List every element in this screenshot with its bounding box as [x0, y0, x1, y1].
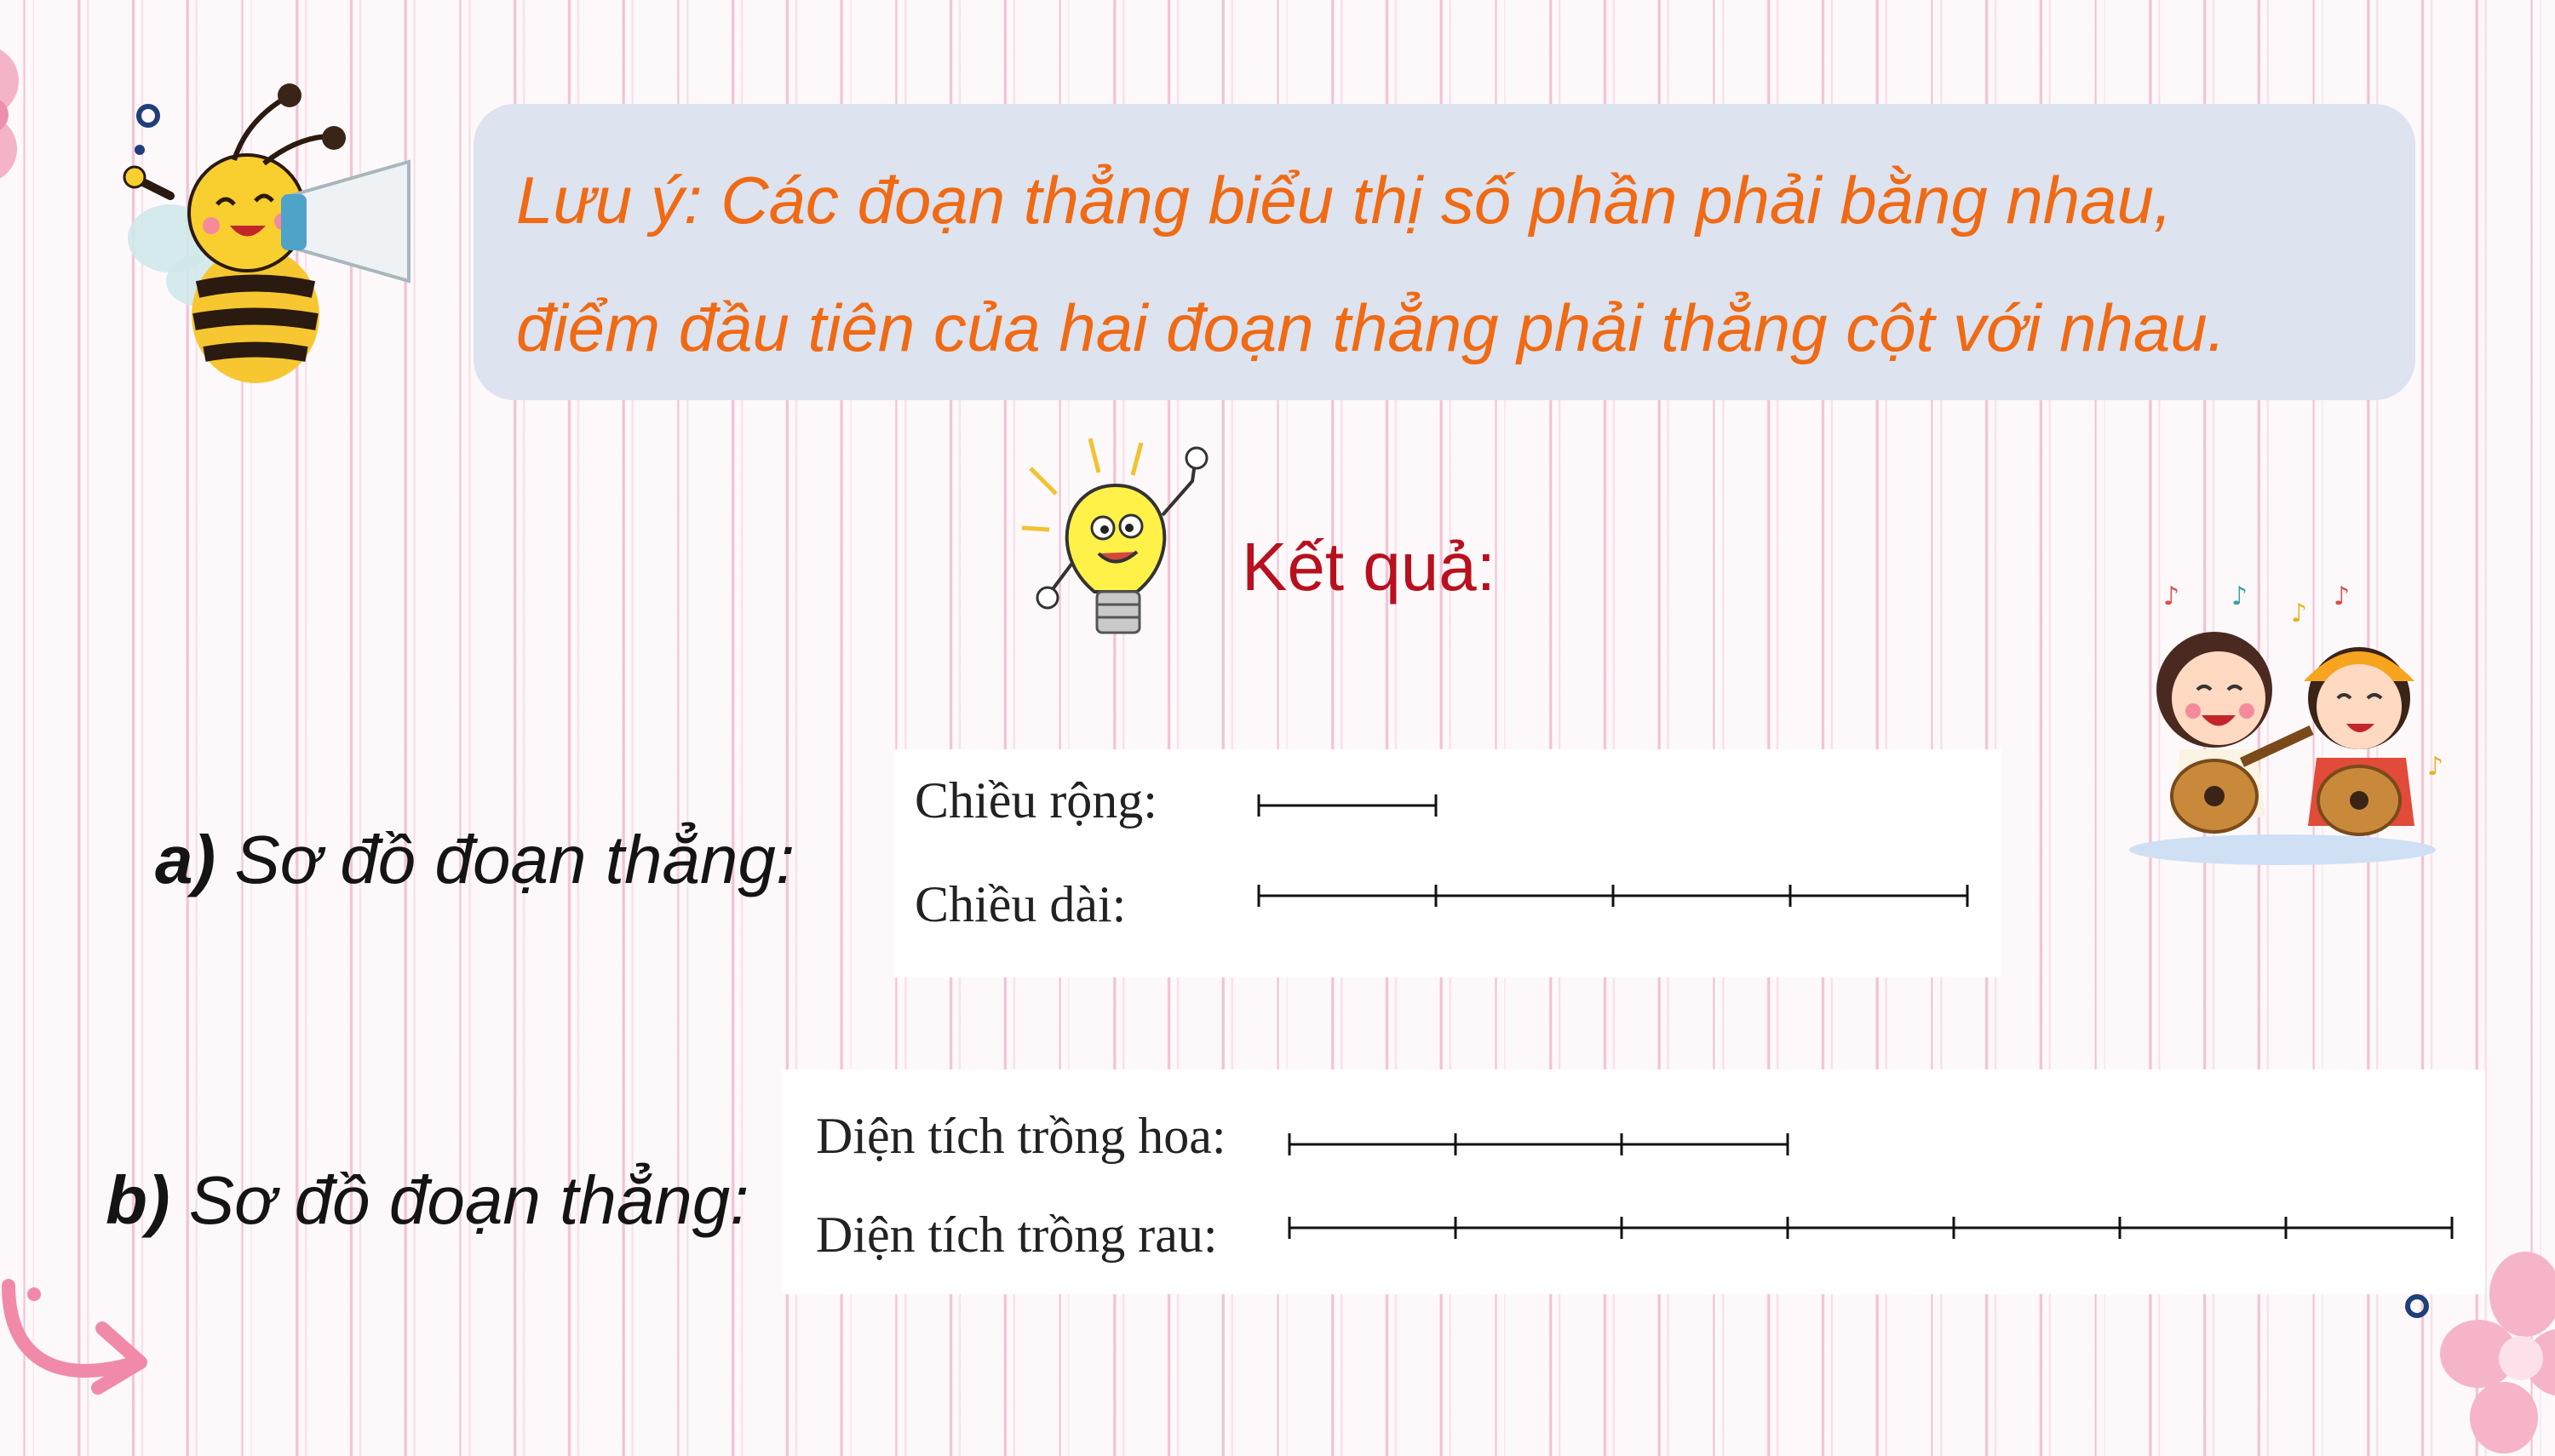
- kids-guitar-illustration: [2112, 579, 2453, 868]
- section-b-text: Sơ đồ đoạn thẳng:: [169, 1162, 749, 1238]
- svg-text:♪: ♪: [2231, 582, 2248, 611]
- svg-text:♪: ♪: [2427, 752, 2444, 782]
- diagram-b-row-1-label: Diện tích trồng hoa:: [816, 1108, 1226, 1164]
- result-label: Kết quả:: [1242, 529, 1496, 605]
- ring-decoration-right: [2403, 1293, 2437, 1327]
- diagram-b-row-1-segment: [1289, 1133, 1788, 1155]
- diagram-a-row-2-label: Chiều dài:: [915, 876, 1127, 932]
- section-b-prefix: b): [106, 1162, 170, 1238]
- section-a-title: [155, 821, 795, 899]
- lightbulb-icon: [1013, 434, 1235, 656]
- note-line-2: điểm đầu tiên của hai đoạn thẳng phải thẳng cột với nhau.: [516, 290, 2226, 365]
- diagram-a-row-1-segment: [1259, 794, 1436, 817]
- diagram-a-panel: [894, 749, 2001, 977]
- diagram-a-row-2-segment: [1259, 885, 1967, 907]
- svg-text:♪: ♪: [2334, 582, 2351, 611]
- arrow-decoration-bottom-left: [0, 1260, 170, 1413]
- diagram-a-row-1-label: Chiều rộng:: [915, 772, 1157, 828]
- section-b-title: [106, 1161, 749, 1240]
- diagram-b-segments: [782, 1069, 2485, 1294]
- diagram-b-panel: [782, 1069, 2485, 1294]
- note-line-1: Lưu ý: Các đoạn thẳng biểu thị số phần phải bằng nhau,: [516, 163, 2173, 238]
- section-a-text: Sơ đồ đoạn thẳng:: [215, 822, 795, 897]
- svg-text:♪: ♪: [2163, 582, 2180, 611]
- diagram-a-segments: [894, 749, 2001, 977]
- flower-decoration-top-left: [0, 43, 43, 187]
- bee-megaphone-icon: [119, 85, 426, 392]
- diagram-b-row-2-label: Diện tích trồng rau:: [816, 1207, 1218, 1263]
- svg-text:♪: ♪: [2291, 599, 2308, 628]
- diagram-b-row-2-segment: [1289, 1217, 2452, 1239]
- section-a-prefix: a): [155, 822, 216, 897]
- note-box: [474, 104, 2415, 400]
